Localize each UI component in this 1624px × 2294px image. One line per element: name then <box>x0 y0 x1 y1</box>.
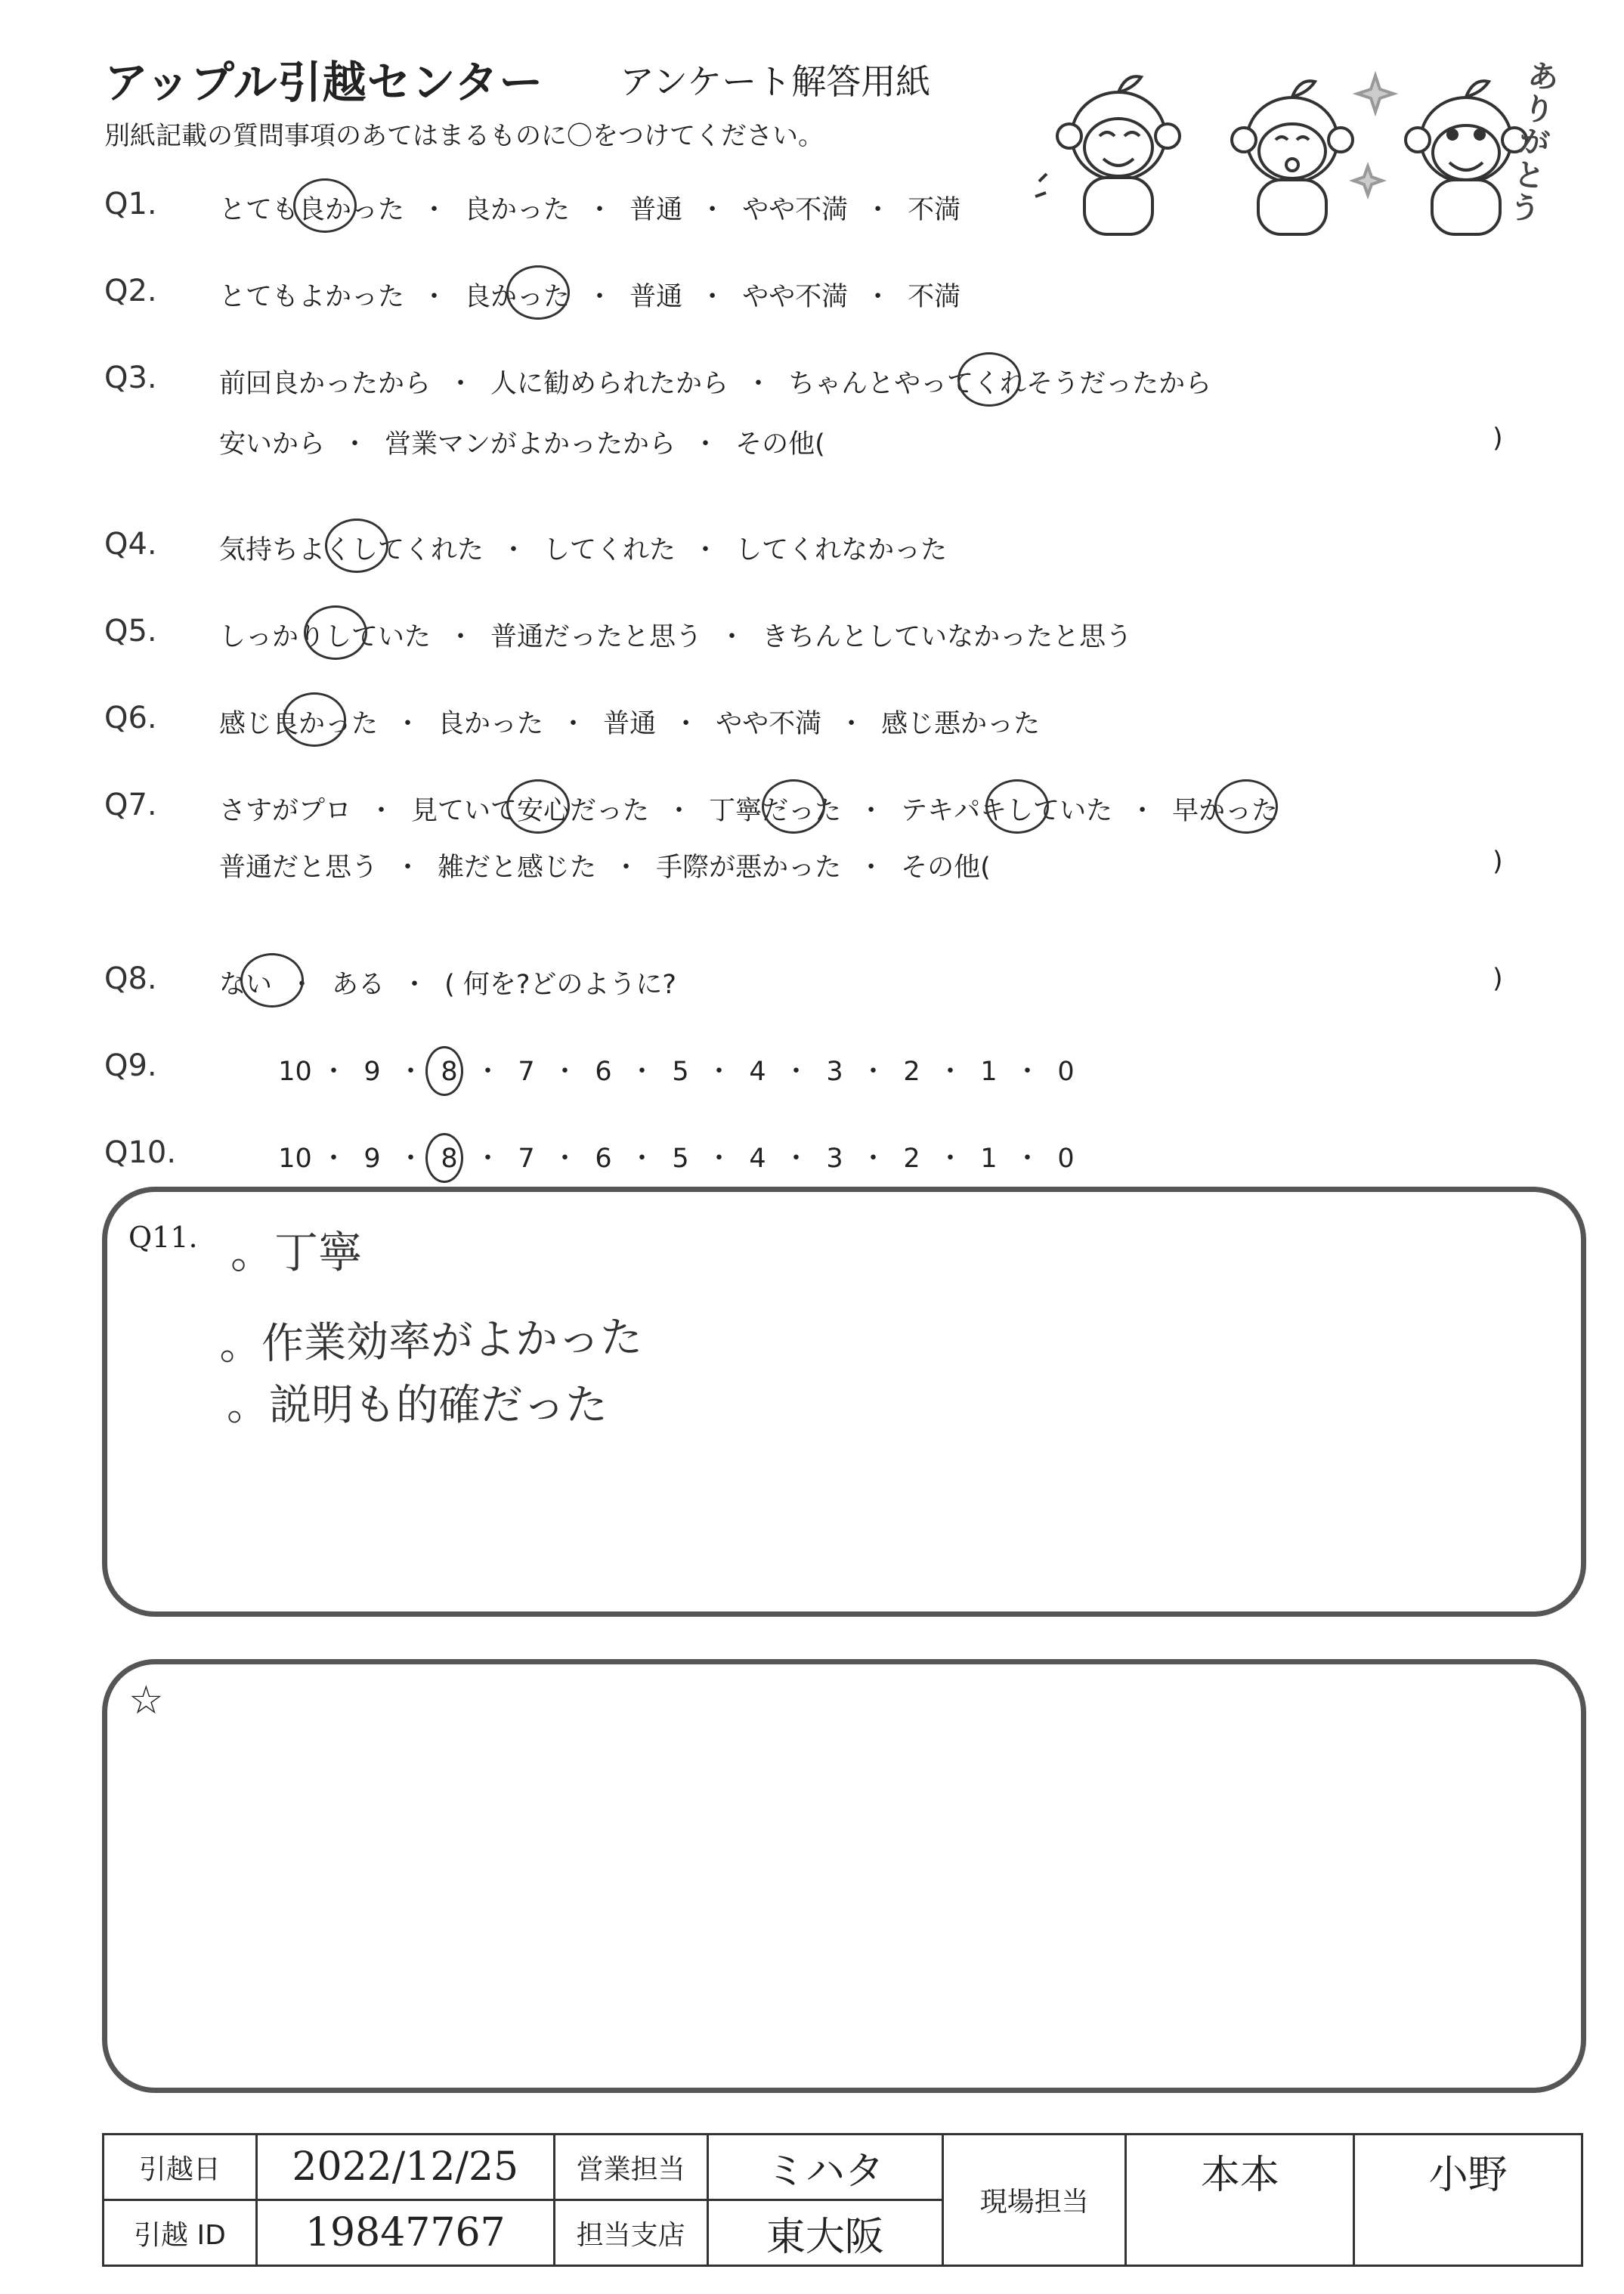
option-row <box>276 1138 1085 1175</box>
q11-answer-3: 。説明も的確だった <box>227 1381 608 1430</box>
hand-drawn-circle-mark <box>293 178 357 233</box>
option-choice[interactable]: 10 <box>278 1144 312 1174</box>
separator-dot: ・ <box>447 369 475 399</box>
separator-dot: ・ <box>865 282 892 312</box>
separator-dot: ・ <box>858 796 885 826</box>
close-paren: ) <box>1493 964 1503 994</box>
separator-dot: ・ <box>699 195 726 225</box>
separator-dot: ・ <box>936 1144 964 1174</box>
star-comment-box <box>102 1659 1586 2093</box>
question-label: Q7. <box>104 788 157 822</box>
hand-drawn-circle-mark <box>1214 779 1278 834</box>
option-choice[interactable]: してくれなかった <box>735 535 948 565</box>
hand-drawn-circle-mark <box>283 692 346 747</box>
q11-label: Q11. <box>128 1221 198 1254</box>
option-row <box>219 964 676 1001</box>
option-row <box>219 847 991 884</box>
option-choice[interactable]: 普通だと思う <box>219 853 379 883</box>
separator-dot: ・ <box>1013 1144 1041 1174</box>
monkey-mascot-illustration <box>1035 53 1564 249</box>
separator-dot: ・ <box>838 709 865 739</box>
separator-dot: ・ <box>692 429 719 460</box>
separator-dot: ・ <box>397 1057 424 1087</box>
close-paren: ) <box>1493 847 1503 877</box>
option-choice[interactable]: 前回良かったから <box>219 369 432 399</box>
separator-dot: ・ <box>719 622 746 652</box>
option-choice-circled[interactable]: テキパキしていた <box>901 790 1112 828</box>
separator-dot: ・ <box>447 622 475 652</box>
option-row <box>276 1051 1085 1088</box>
option-choice[interactable]: 5 <box>672 1144 689 1174</box>
question-label: Q10. <box>104 1135 177 1170</box>
option-choice[interactable]: 普通 <box>629 195 683 225</box>
option-choice[interactable]: さすがプロ <box>219 796 352 826</box>
separator-dot: ・ <box>705 1144 732 1174</box>
option-row <box>219 703 1040 741</box>
separator-dot: ・ <box>858 853 885 883</box>
hand-drawn-circle-mark <box>425 1046 463 1096</box>
question-label: Q9. <box>104 1048 157 1083</box>
separator-dot: ・ <box>705 1057 732 1087</box>
option-row <box>219 790 1278 828</box>
move-id-label: 引越 ID <box>104 2200 257 2266</box>
separator-dot: ・ <box>628 1144 655 1174</box>
question-label: Q6. <box>104 701 157 735</box>
separator-dot: ・ <box>865 195 892 225</box>
separator-dot: ・ <box>586 195 614 225</box>
option-choice[interactable]: 普通 <box>603 709 657 739</box>
question-label: Q1. <box>104 187 157 221</box>
move-date-value: 2022/12/25 <box>256 2135 554 2200</box>
option-choice[interactable]: その他( <box>735 429 825 460</box>
separator-dot: ・ <box>613 853 640 883</box>
option-choice[interactable]: 7 <box>518 1144 535 1174</box>
option-choice[interactable]: 0 <box>1057 1144 1075 1174</box>
separator-dot: ・ <box>397 1144 424 1174</box>
option-choice[interactable]: やや不満 <box>716 709 822 739</box>
separator-dot: ・ <box>320 1057 347 1087</box>
option-choice[interactable]: 人に勧められたから <box>490 369 729 399</box>
hand-drawn-circle-mark <box>240 953 304 1008</box>
option-choice[interactable]: 感じ悪かった <box>881 709 1041 739</box>
option-choice[interactable]: 普通 <box>629 282 683 312</box>
option-choice[interactable]: 2 <box>903 1057 920 1087</box>
separator-dot: ・ <box>859 1144 886 1174</box>
separator-dot: ・ <box>551 1057 578 1087</box>
option-choice-circled[interactable]: 気持ちよくしてくれた <box>219 529 484 567</box>
question-label: Q3. <box>104 361 157 395</box>
option-choice[interactable]: とてもよかった <box>219 282 405 312</box>
separator-dot: ・ <box>289 970 316 1000</box>
option-choice[interactable]: 1 <box>980 1144 998 1174</box>
separator-dot: ・ <box>394 709 422 739</box>
option-choice[interactable]: 営業マンがよかったから <box>385 429 676 460</box>
separator-dot: ・ <box>401 970 428 1000</box>
separator-dot: ・ <box>745 369 772 399</box>
option-choice[interactable]: 3 <box>826 1057 843 1087</box>
option-choice-circled[interactable]: しっかりしていた <box>219 616 431 654</box>
separator-dot: ・ <box>421 282 448 312</box>
separator-dot: ・ <box>551 1144 578 1174</box>
option-choice[interactable]: してくれた <box>543 535 676 565</box>
option-choice[interactable]: 不満 <box>908 195 961 225</box>
option-choice[interactable]: 0 <box>1057 1057 1075 1087</box>
separator-dot: ・ <box>628 1057 655 1087</box>
option-choice[interactable]: ある <box>332 970 385 1000</box>
form-subtitle: アンケート解答用紙 <box>620 61 931 102</box>
option-choice-circled[interactable]: ない <box>219 964 272 1001</box>
option-row <box>219 363 1211 401</box>
option-choice[interactable]: 9 <box>363 1057 381 1087</box>
separator-dot: ・ <box>560 709 587 739</box>
separator-dot: ・ <box>474 1057 501 1087</box>
option-choice[interactable]: 良かった <box>464 195 571 225</box>
option-row <box>219 529 947 567</box>
separator-dot: ・ <box>673 709 700 739</box>
instruction-text: 別紙記載の質問事項のあてはまるものに〇をつけてください。 <box>104 121 824 151</box>
option-choice-circled[interactable]: ちゃんとやってくれそうだったから <box>788 363 1211 401</box>
option-choice[interactable]: 5 <box>672 1057 689 1087</box>
separator-dot: ・ <box>394 853 422 883</box>
footer-info-table <box>102 2133 1583 2267</box>
hand-drawn-circle-mark <box>304 605 367 660</box>
branch-value: 東大阪 <box>707 2200 943 2266</box>
option-choice[interactable]: 3 <box>826 1144 843 1174</box>
option-choice[interactable]: やや不満 <box>742 195 849 225</box>
separator-dot: ・ <box>1013 1057 1041 1087</box>
separator-dot: ・ <box>421 195 448 225</box>
hand-drawn-circle-mark <box>506 265 570 320</box>
site-staff-1: 本本 <box>1126 2135 1354 2266</box>
separator-dot: ・ <box>782 1144 809 1174</box>
sales-label: 営業担当 <box>554 2135 707 2200</box>
separator-dot: ・ <box>586 282 614 312</box>
star-icon: ☆ <box>128 1678 164 1723</box>
separator-dot: ・ <box>342 429 369 460</box>
branch-label: 担当支店 <box>554 2200 707 2266</box>
separator-dot: ・ <box>936 1057 964 1087</box>
mascot-thanks-text: ありがとう <box>1507 57 1561 229</box>
site-staff-2: 小野 <box>1354 2135 1582 2266</box>
question-label: Q4. <box>104 527 157 562</box>
option-choice-circled[interactable]: 見ていて安心だった <box>411 790 649 828</box>
question-label: Q2. <box>104 274 157 308</box>
option-choice[interactable]: 2 <box>903 1144 920 1174</box>
separator-dot: ・ <box>859 1057 886 1087</box>
option-row <box>219 616 1132 654</box>
option-choice[interactable]: 6 <box>595 1144 612 1174</box>
separator-dot: ・ <box>699 282 726 312</box>
hand-drawn-circle-mark <box>325 519 388 573</box>
option-choice[interactable]: 9 <box>363 1144 381 1174</box>
question-label: Q8. <box>104 961 157 996</box>
hand-drawn-circle-mark <box>762 779 825 834</box>
option-choice[interactable]: 手際が悪かった <box>656 853 842 883</box>
separator-dot: ・ <box>666 796 693 826</box>
option-choice-circled[interactable]: 丁寧だった <box>709 790 841 828</box>
hand-drawn-circle-mark <box>425 1133 463 1183</box>
option-row <box>219 276 960 314</box>
move-date-label: 引越日 <box>104 2135 257 2200</box>
move-id-value: 19847767 <box>256 2200 554 2266</box>
q11-answer-2: 。作業効率がよかった <box>218 1313 643 1370</box>
option-choice[interactable]: 6 <box>595 1057 612 1087</box>
sales-value: ミハタ <box>707 2135 943 2200</box>
option-choice-circled[interactable]: 8 <box>430 1144 469 1174</box>
separator-dot: ・ <box>782 1057 809 1087</box>
option-choice[interactable]: 良かった <box>438 709 544 739</box>
separator-dot: ・ <box>692 535 719 565</box>
question-label: Q5. <box>104 614 157 649</box>
option-choice[interactable]: 普通だったと思う <box>490 622 703 652</box>
option-choice[interactable]: 7 <box>518 1057 535 1087</box>
option-choice[interactable]: ( 何を?どのように? <box>444 970 676 1000</box>
hand-drawn-circle-mark <box>985 779 1049 834</box>
separator-dot: ・ <box>368 796 395 826</box>
form-title: アップル引越センター <box>104 57 544 108</box>
option-choice[interactable]: 10 <box>278 1057 312 1087</box>
option-choice-circled[interactable]: 良かった <box>464 276 570 314</box>
option-choice-circled[interactable]: 8 <box>430 1057 469 1087</box>
hand-drawn-circle-mark <box>957 352 1021 407</box>
separator-dot: ・ <box>500 535 527 565</box>
option-choice[interactable]: その他( <box>901 853 991 883</box>
option-row <box>219 423 825 461</box>
option-choice[interactable]: 4 <box>749 1144 766 1174</box>
separator-dot: ・ <box>1129 796 1156 826</box>
option-choice[interactable]: 不満 <box>908 282 961 312</box>
option-choice-circled[interactable]: 感じ良かった <box>219 703 378 741</box>
site-staff-label: 現場担当 <box>943 2135 1126 2266</box>
option-choice[interactable]: 雑だと感じた <box>438 853 597 883</box>
hand-drawn-circle-mark <box>506 779 570 834</box>
option-choice[interactable]: 4 <box>749 1057 766 1087</box>
option-choice[interactable]: 1 <box>980 1057 998 1087</box>
separator-dot: ・ <box>474 1144 501 1174</box>
close-paren: ) <box>1493 423 1503 454</box>
q11-answer-1: 。丁寧 <box>230 1227 363 1278</box>
option-choice[interactable]: やや不満 <box>742 282 849 312</box>
option-choice[interactable]: 安いから <box>219 429 326 460</box>
option-choice[interactable]: きちんとしていなかったと思う <box>762 622 1133 652</box>
option-choice-circled[interactable]: 早かった <box>1172 790 1278 828</box>
option-row <box>219 189 960 227</box>
separator-dot: ・ <box>320 1144 347 1174</box>
option-choice-circled[interactable]: とても良かった <box>219 189 404 227</box>
